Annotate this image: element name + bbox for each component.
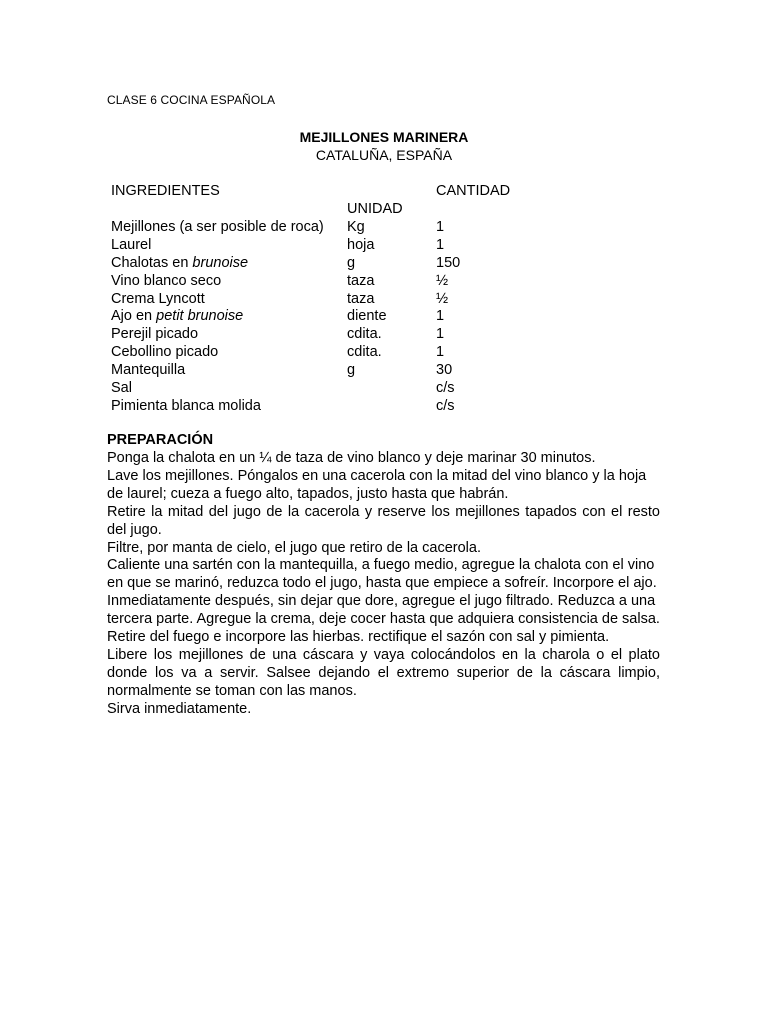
ingredient-unit: hoja (347, 236, 375, 253)
preparation-steps (107, 450, 660, 719)
ingredient-quantity: 1 (436, 219, 445, 235)
preparation-step: Retire la mitad del jugo de la cacerola y reserve los mejillones tapados con el resto del jugo. (107, 503, 660, 538)
ingredient-name: Mejillones (a ser posible de roca) (111, 219, 324, 235)
ingredient-quantity: c/s (436, 397, 455, 414)
ingredient-unit: g (347, 254, 356, 271)
ingredient-quantity: 30 (436, 362, 453, 379)
unit-column-header: UNIDAD (347, 201, 403, 217)
recipe-subtitle: CATALUÑA, ESPAÑA (315, 147, 453, 163)
ingredient-quantity: 1 (436, 344, 445, 361)
ingredient-name: Perejil picado (111, 326, 199, 343)
preparation-step: Libere los mejillones de una cáscara y vaya colocándolos en la charola o el plato donde los va a servir. Salsee dejando el extremo superior de la cáscara limpio, normalmente se toman con las manos. (107, 646, 660, 699)
quantity-column-header: CANTIDAD (436, 183, 511, 199)
ingredient-name: Pimienta blanca molida (111, 397, 261, 414)
ingredient-unit: cdita. (347, 344, 382, 361)
preparation-step: Ponga la chalota en un ¼ de taza de vino blanco y deje marinar 30 minutos. (107, 450, 596, 466)
ingredient-unit: Kg (347, 219, 365, 235)
ingredient-unit: g (347, 362, 356, 379)
ingredient-quantity: c/s (436, 380, 455, 397)
document-header: CLASE 6 COCINA ESPAÑOLA (107, 93, 276, 107)
ingredient-name: Chalotas en brunoise (111, 254, 249, 271)
preparation-step: Caliente una sartén con la mantequilla, a fuego medio, agregue la chalota con el vino en que se marinó, reduzca todo el jugo, hasta que empiece a sofreír. Incorpore el ajo. Inmediatamente después, sin dejar que dore, agregue el jugo filtrado. Reduzca a una tercera parte. Agregue la crema, deje cocer hasta que adquiera consistencia de salsa. Retire del fuego e incorpore las hierbas. rectifique el sazón con sal y pimienta. (107, 557, 660, 646)
ingredient-name: Ajo en petit brunoise (111, 308, 244, 325)
ingredient-unit: taza (347, 290, 375, 307)
preparation-heading: PREPARACIÓN (107, 432, 214, 448)
ingredient-name: Crema Lyncott (111, 290, 205, 307)
ingredient-name: Laurel (111, 236, 152, 253)
ingredient-quantity: 1 (436, 326, 445, 343)
ingredient-quantity: 1 (436, 236, 445, 253)
ingredient-quantity: ½ (436, 290, 449, 307)
ingredient-unit: diente (347, 308, 387, 325)
ingredient-unit: cdita. (347, 326, 382, 343)
ingredient-unit: taza (347, 272, 375, 289)
preparation-step: Lave los mejillones. Póngalos en una cacerola con la mitad del vino blanco y la hoja de laurel; cueza a fuego alto, tapados, justo hasta que habrán. (107, 467, 647, 502)
ingredient-quantity: 1 (436, 308, 445, 325)
recipe-title: MEJILLONES MARINERA (299, 129, 469, 145)
ingredient-name: Mantequilla (111, 362, 186, 379)
ingredient-quantity: 150 (436, 254, 461, 271)
preparation-step: Filtre, por manta de cielo, el jugo que retiro de la cacerola. (107, 539, 481, 556)
ingredients-column-header: INGREDIENTES (111, 183, 220, 199)
ingredient-quantity: ½ (436, 272, 449, 289)
ingredient-name: Vino blanco seco (111, 272, 222, 289)
ingredient-name: Cebollino picado (111, 344, 219, 361)
preparation-step: Sirva inmediatamente. (107, 700, 252, 717)
ingredient-name: Sal (111, 380, 132, 397)
